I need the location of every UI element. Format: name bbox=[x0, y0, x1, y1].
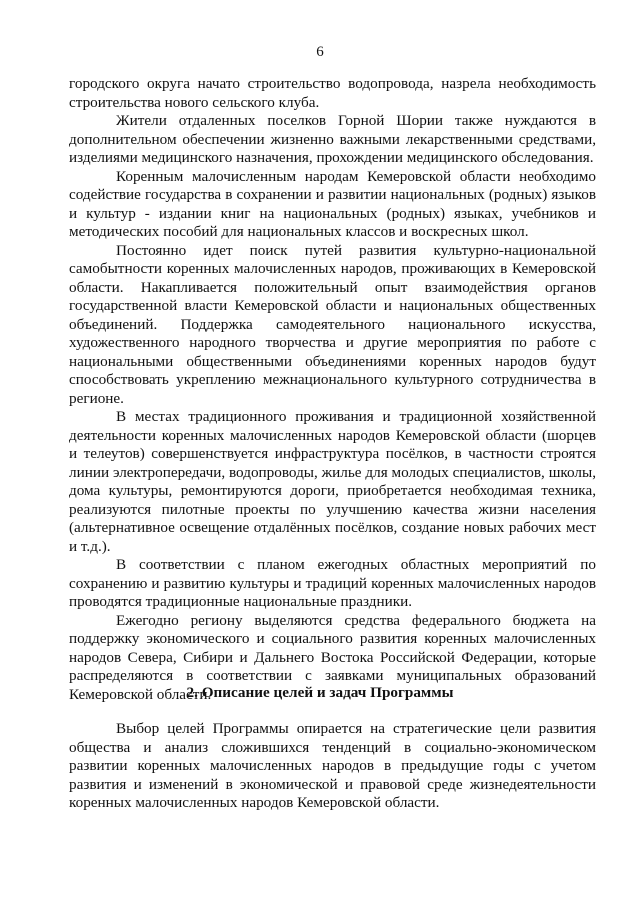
paragraph-infrastructure: В местах традиционного проживания и традиционной хозяйственной деятельности коренных малочисленных народов Кемеровской области (шорцев и телеутов) совершенствуется инфраструктура посёлков, в частности строятся линии электропередачи, водопроводы, жилье для молодых специалистов, школы, дома культуры, ремонтируются дороги, приобретается необходимая техника, реализуются пилотные проекты по улучшению качества жизни населения (альтернативное освещение отдалённых посёлков, создание новых рабочих мест и т.д.). bbox=[69, 408, 596, 555]
paragraph-program-goals: Выбор целей Программы опирается на стратегические цели развития общества и анализ сложившихся тенденций в социально-экономическом развитии коренных малочисленных народов в предыдущие годы с учетом развития и изменений в экономической и правовой среде жизнедеятельности коренных малочисленных народов Кемеровской области. bbox=[69, 720, 596, 811]
paragraph-cultural-identity: Постоянно идет поиск путей развития культурно-национальной самобытности коренных малочисленных народов, проживающих в Кемеровской области. Накапливается положительный опыт взаимодействия органов государственной власти Кемеровской области и национальных общественных объединений. Поддержка самодеятельного национального искусства, художественного народного творчества и другие мероприятия по работе с национальными общественными объединениями коренных народов будут способствовать укреплению межнационального культурного сотрудничества в регионе. bbox=[69, 241, 596, 407]
page-number: 6 bbox=[316, 44, 324, 60]
paragraph-continued: городского округа начато строительство водопровода, назрела необходимость строительства нового сельского клуба. bbox=[69, 75, 596, 111]
paragraph-gornaya-shoria: Жители отдаленных поселков Горной Шории также нуждаются в дополнительном обеспечении жизненно важными лекарственными средствами, изделиями медицинского назначения, прохождении медицинского обследования. bbox=[69, 112, 596, 166]
section-text-block bbox=[69, 720, 596, 813]
main-text-block bbox=[69, 75, 596, 704]
section-heading: 2. Описание целей и задач Программы bbox=[186, 684, 454, 701]
paragraph-holidays: В соответствии с планом ежегодных областных мероприятий по сохранению и развитию культуры и традиций коренных малочисленных народов проводятся традиционные национальные праздники. bbox=[69, 556, 596, 610]
paragraph-languages: Коренным малочисленным народам Кемеровской области необходимо содействие государства в сохранении и развитии национальных (родных) языков и культур - издании книг на национальных (родных) языках, учебников и методических пособий для национальных классов и воскресных школ. bbox=[69, 167, 596, 240]
paragraph-federal-funds: Ежегодно региону выделяются средства федерального бюджета на поддержку экономического и социального развития коренных малочисленных народов Севера, Сибири и Дальнего Востока Российской Федерации, которые распределяются в соответствии с заявками муниципальных образований Кемеровской области. bbox=[69, 611, 596, 703]
